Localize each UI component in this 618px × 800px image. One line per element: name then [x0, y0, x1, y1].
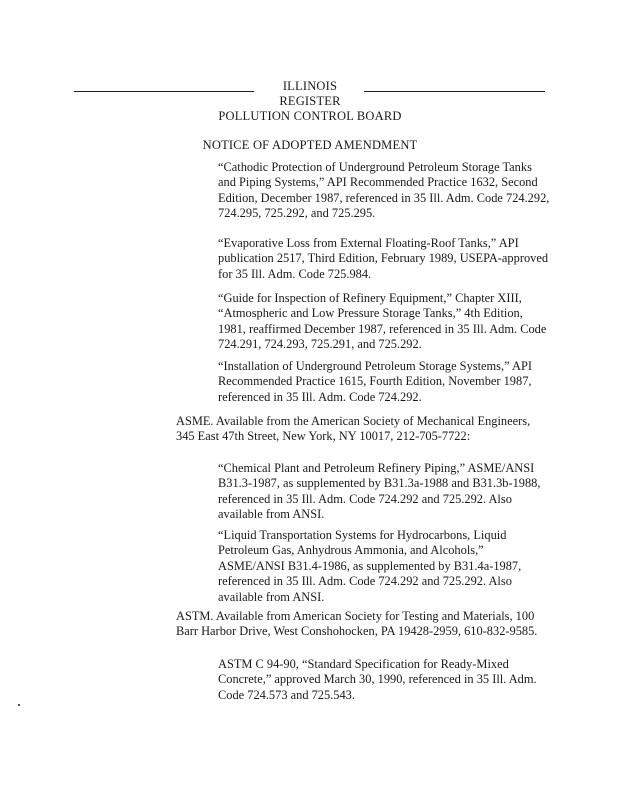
citation-api-1632: [218, 160, 549, 222]
citation-api-1615: [218, 359, 532, 405]
notice-heading: NOTICE OF ADOPTED AMENDMENT: [202, 138, 418, 152]
text-line: “Guide for Inspection of Refinery Equipment,” Chapter XIII,: [218, 291, 522, 305]
text-line: Petroleum Gas, Anhydrous Ammonia, and Alcohols,”: [218, 543, 484, 558]
text-line: “Atmospheric and Low Pressure Storage Tanks,” 4th Edition,: [218, 306, 523, 321]
text-line: publication 2517, Third Edition, February 1989, USEPA-approved: [218, 251, 549, 266]
source-asme: [176, 414, 530, 445]
text-line: B31.3-1987, as supplemented by B31.3a-1988 and B31.3b-1988,: [218, 476, 541, 491]
text-line: 1981, reaffirmed December 1987, referenced in 35 Ill. Adm. Code: [218, 321, 547, 336]
text-line: Code 724.573 and 725.543.: [218, 687, 355, 702]
text-line: ASTM C 94-90, “Standard Specification for Ready-Mixed: [218, 657, 509, 671]
citation-api-2517: [218, 236, 548, 282]
text-line: “Installation of Underground Petroleum Storage Systems,” API: [218, 359, 532, 373]
citation-api-refinery-guide: [218, 291, 546, 353]
text-line: “Chemical Plant and Petroleum Refinery Piping,” ASME/ANSI: [218, 461, 535, 475]
header-rule-left: [74, 91, 254, 92]
source-astm: [176, 609, 537, 640]
text-line: available from ANSI.: [218, 507, 325, 522]
text-line: “Cathodic Protection of Underground Petroleum Storage Tanks: [218, 160, 532, 174]
text-line: available from ANSI.: [218, 589, 325, 604]
text-line: Concrete,” approved March 30, 1990, referenced in 35 Ill. Adm.: [218, 672, 537, 687]
text-line: 724.295, 725.292, and 725.295.: [218, 206, 376, 221]
text-line: Barr Harbor Drive, West Conshohocken, PA 19428-2959, 610-832-9585.: [176, 624, 538, 639]
text-line: referenced in 35 Ill. Adm. Code 724.292.: [218, 389, 422, 404]
register-title: ILLINOIS REGISTER: [279, 79, 341, 108]
text-line: Recommended Practice 1615, Fourth Edition, November 1987,: [218, 374, 532, 389]
text-line: ASME. Available from the American Society of Mechanical Engineers,: [176, 414, 531, 428]
text-line: “Liquid Transportation Systems for Hydrocarbons, Liquid: [218, 528, 507, 542]
header-rule-right: [364, 91, 545, 92]
scan-speck: [18, 704, 20, 706]
text-line: 724.291, 724.293, 725.291, and 725.292.: [218, 337, 422, 352]
board-heading: POLLUTION CONTROL BOARD: [218, 109, 402, 123]
text-line: referenced in 35 Ill. Adm. Code 724.292 and 725.292. Also: [218, 491, 512, 506]
text-line: referenced in 35 Ill. Adm. Code 724.292 and 725.292. Also: [218, 574, 512, 589]
text-line: ASTM. Available from American Society for Testing and Materials, 100: [176, 609, 535, 623]
citation-asme-b31-4: [218, 528, 521, 605]
text-line: 345 East 47th Street, New York, NY 10017, 212-705-7722:: [176, 429, 471, 444]
text-line: for 35 Ill. Adm. Code 725.984.: [218, 266, 372, 281]
text-line: Edition, December 1987, referenced in 35 Ill. Adm. Code 724.292,: [218, 190, 550, 205]
citation-astm-c94: [218, 657, 537, 703]
text-line: ASME/ANSI B31.4-1986, as supplemented by B31.4a-1987,: [218, 558, 522, 573]
text-line: and Piping Systems,” API Recommended Practice 1632, Second: [218, 175, 538, 190]
text-line: “Evaporative Loss from External Floating-Roof Tanks,” API: [218, 236, 519, 250]
citation-asme-b31-3: [218, 461, 540, 523]
